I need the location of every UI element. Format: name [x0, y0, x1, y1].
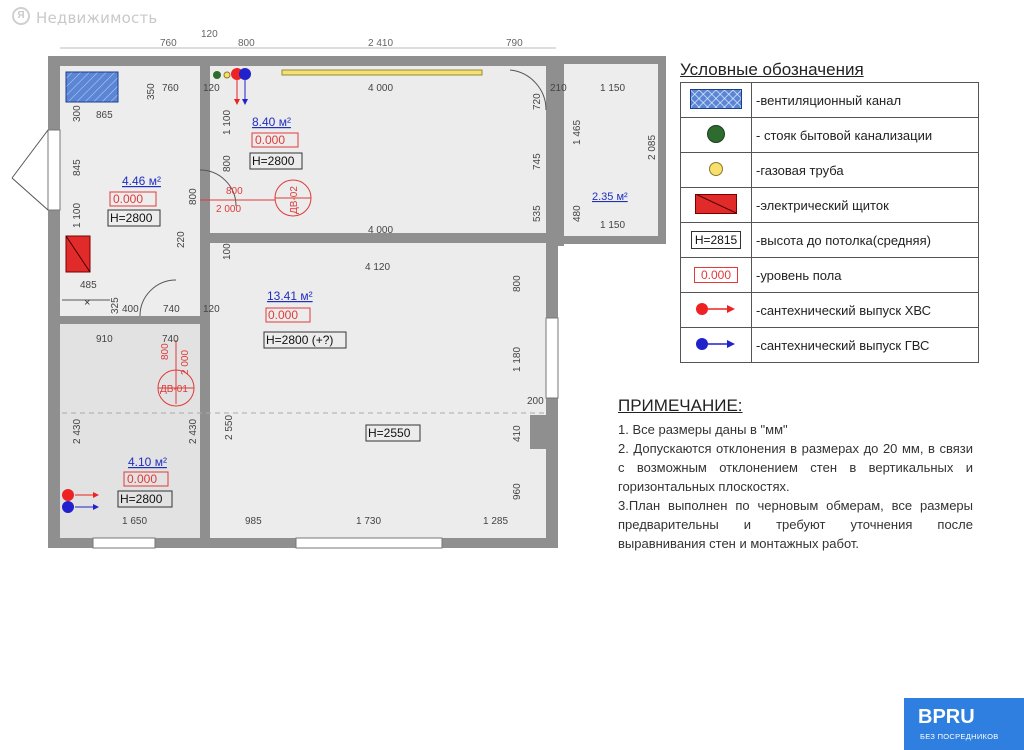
- dim-k-535: 535: [532, 205, 543, 222]
- sewer-riser: [213, 71, 221, 79]
- legend-row: [681, 118, 979, 153]
- dim-b-2085: 2 085: [647, 134, 658, 160]
- cross-glyph: ×: [84, 297, 91, 309]
- floor-plan: [0, 0, 670, 560]
- electric-panel-icon: [695, 194, 737, 214]
- dim-k-800b: 800: [188, 188, 199, 205]
- dv02-width: 800: [226, 186, 243, 197]
- ventilation-duct: [66, 72, 118, 102]
- kitchen-area: 8.40 м²: [252, 115, 291, 129]
- living-height: H=2800 (+?): [266, 333, 334, 347]
- dim-b-210: 210: [550, 83, 567, 94]
- living-area: 13.41 м²: [267, 289, 313, 303]
- hot-water-outlet-icon: [693, 336, 739, 352]
- dim-top-790: 790: [506, 38, 523, 49]
- legend-label: -сантехнический выпуск ХВС: [752, 293, 979, 328]
- dim-l-985: 985: [245, 516, 262, 527]
- dim-k-800: 800: [222, 155, 233, 172]
- dim-c-485: 485: [80, 280, 97, 291]
- legend-title: Условные обозначения: [680, 60, 864, 79]
- bath-hot-outlet: [62, 501, 74, 513]
- dim-b-1150-top: 1 150: [600, 83, 626, 94]
- gas-pipe: [224, 72, 230, 78]
- dim-b-480: 480: [572, 205, 583, 222]
- bath-cold-outlet: [62, 489, 74, 501]
- dim-l-1285: 1 285: [483, 516, 509, 527]
- dim-k-4000-top: 4 000: [368, 83, 394, 94]
- dv01-height: 2 000: [180, 349, 191, 375]
- dim-l-960: 960: [512, 483, 523, 500]
- dim-l-800: 800: [512, 275, 523, 292]
- corridor-area: 4.46 м²: [122, 174, 161, 188]
- kitchen-level: 0.000: [255, 133, 286, 147]
- dim-top-120: 120: [201, 29, 218, 40]
- legend-label: -сантехнический выпуск ГВС: [752, 328, 979, 363]
- hot-water-outlet: [239, 68, 251, 80]
- dim-c-845: 845: [72, 159, 83, 176]
- dv02-tag: ДВ-02: [289, 186, 300, 214]
- dim-c-400: 400: [122, 304, 139, 315]
- balcony-area: 2.35 м²: [592, 191, 628, 203]
- dim-c-325: 325: [110, 297, 121, 314]
- dim-c-220: 220: [176, 231, 187, 248]
- legend-label: -газовая труба: [752, 153, 979, 188]
- cold-water-outlet-icon: [693, 301, 739, 317]
- dim-l-4120: 4 120: [365, 262, 391, 273]
- dim-top-2410: 2 410: [368, 38, 394, 49]
- electric-panel: [66, 236, 90, 272]
- dim-c-120: 120: [203, 304, 220, 315]
- corridor-floor: [60, 66, 200, 316]
- legend-row: [681, 83, 979, 118]
- dv01-width: 800: [160, 343, 171, 360]
- dim-b-1465: 1 465: [572, 119, 583, 145]
- note-3: 3.План выполнен по черновым обмерам, все размеры предварительны и требуют уточнения после выравнивания стен и монтажных работ.: [618, 498, 973, 551]
- kitchen-height: H=2800: [252, 154, 295, 168]
- legend-row: [681, 258, 979, 293]
- legend-row: [681, 188, 979, 223]
- dim-top-760: 760: [160, 38, 177, 49]
- dim-w-2430-left: 2 430: [72, 418, 83, 444]
- legend-row: [681, 293, 979, 328]
- dim-k-120: 120: [203, 83, 220, 94]
- dim-w-740: 740: [162, 334, 179, 345]
- legend-label: - стояк бытовой канализации: [752, 118, 979, 153]
- dim-c-300: 300: [72, 105, 83, 122]
- sewer-riser-icon: [707, 125, 725, 143]
- floor-level-icon: 0.000: [694, 267, 738, 283]
- legend-label: -уровень пола: [752, 258, 979, 293]
- legend-table: [680, 82, 979, 363]
- living-level: 0.000: [268, 308, 299, 322]
- dim-b-1150-bottom: 1 150: [600, 220, 626, 231]
- ventilation-duct-icon: [690, 89, 742, 109]
- watermark-text: Недвижимость: [36, 9, 158, 27]
- dim-k-100: 100: [222, 243, 233, 260]
- ceiling-height-icon: H=2815: [691, 231, 741, 249]
- corridor-level: 0.000: [113, 192, 144, 206]
- legend-row: [681, 328, 979, 363]
- corridor-height: H=2800: [110, 211, 153, 225]
- dim-w-2430-right: 2 430: [188, 418, 199, 444]
- dim-k-760: 760: [162, 83, 179, 94]
- legend-label: -электрический щиток: [752, 188, 979, 223]
- yandex-logo-icon: Я: [12, 7, 30, 25]
- bpru-badge[interactable]: [904, 698, 1024, 750]
- legend-row: [681, 153, 979, 188]
- dim-w-1650: 1 650: [122, 516, 148, 527]
- legend-label: -высота до потолка(средняя): [752, 223, 979, 258]
- gas-pipe-icon: [709, 162, 723, 176]
- entrance-door: [12, 130, 48, 210]
- badge-subtitle: БЕЗ ПОСРЕДНИКОВ: [920, 732, 999, 741]
- dim-l-200: 200: [527, 396, 544, 407]
- dv01-tag: ДВ-01: [160, 384, 188, 395]
- living-floor: [210, 243, 546, 538]
- dim-k-720: 720: [532, 93, 543, 110]
- top-dimension-chain: [60, 29, 556, 49]
- badge-title: BPRU: [918, 706, 975, 728]
- dim-c-350: 350: [146, 83, 157, 100]
- legend-row: [681, 223, 979, 258]
- dim-k-745: 745: [532, 153, 543, 170]
- dim-c-740: 740: [163, 304, 180, 315]
- bathroom-height: H=2800: [120, 492, 163, 506]
- dim-l-410: 410: [512, 425, 523, 442]
- living-height-low: H=2550: [368, 426, 411, 440]
- bathroom-area: 4.10 м²: [128, 455, 167, 469]
- dim-l-1180: 1 180: [512, 346, 523, 372]
- dim-k-1100: 1 100: [222, 109, 233, 135]
- dim-l-1730: 1 730: [356, 516, 382, 527]
- bathroom-level: 0.000: [127, 472, 158, 486]
- dim-w-910: 910: [96, 334, 113, 345]
- legend-label: -вентиляционный канал: [752, 83, 979, 118]
- note-1: 1. Все размеры даны в "мм": [618, 422, 788, 437]
- dim-top-800: 800: [238, 38, 255, 49]
- dim-c-1100: 1 100: [72, 202, 83, 228]
- note-2: 2. Допускаются отклонения в размерах до 20 мм, в связи с возможным отклонением стен в вертикальных и горизонтальных плоскостях.: [618, 441, 973, 494]
- notes-title: ПРИМЕЧАНИЕ:: [618, 396, 743, 415]
- dim-k-4000-bottom: 4 000: [368, 225, 394, 236]
- dim-c-865: 865: [96, 110, 113, 121]
- dim-l-2550: 2 550: [224, 414, 235, 440]
- dv02-height: 2 000: [216, 204, 242, 215]
